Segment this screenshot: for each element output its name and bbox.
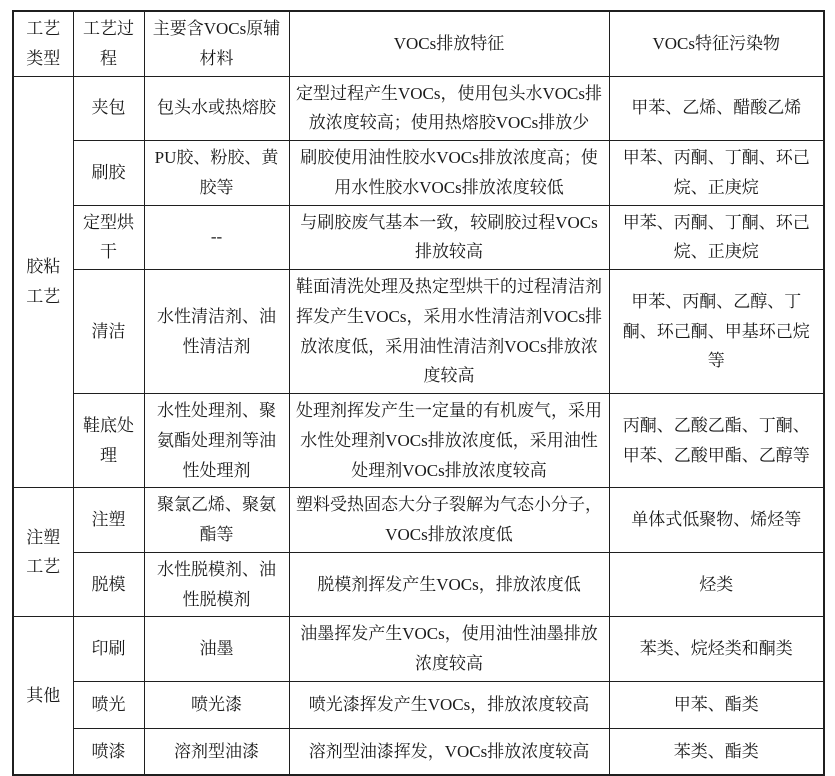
- process-cell: 喷光: [73, 681, 144, 728]
- materials-cell: 水性脱模剂、油性脱模剂: [144, 552, 289, 617]
- pollutants-cell: 甲苯、丙酮、乙醇、丁酮、环己酮、甲基环己烷等: [609, 270, 824, 394]
- group-cell-adhesive: 胶粘工艺: [13, 76, 73, 488]
- group-cell-other: 其他: [13, 617, 73, 776]
- pollutants-cell: 苯类、酯类: [609, 728, 824, 775]
- header-cell-pollutants: VOCs特征污染物: [609, 11, 824, 76]
- materials-cell: --: [144, 205, 289, 270]
- table-row: [13, 270, 824, 394]
- table-header-row: [13, 11, 824, 76]
- table-row: [13, 617, 824, 682]
- header-cell-process-type: 工艺类型: [13, 11, 73, 76]
- table-row: [13, 728, 824, 775]
- emission-cell: 油墨挥发产生VOCs，使用油性油墨排放浓度较高: [289, 617, 609, 682]
- pollutants-cell: 单体式低聚物、烯烃等: [609, 488, 824, 553]
- process-cell: 印刷: [73, 617, 144, 682]
- process-cell: 喷漆: [73, 728, 144, 775]
- table-row: [13, 76, 824, 141]
- emission-cell: 刷胶使用油性胶水VOCs排放浓度高；使用水性胶水VOCs排放浓度较低: [289, 141, 609, 206]
- header-cell-emission: VOCs排放特征: [289, 11, 609, 76]
- emission-cell: 溶剂型油漆挥发，VOCs排放浓度较高: [289, 728, 609, 775]
- process-cell: 鞋底处理: [73, 394, 144, 488]
- materials-cell: 聚氯乙烯、聚氨酯等: [144, 488, 289, 553]
- header-cell-materials: 主要含VOCs原辅材料: [144, 11, 289, 76]
- process-cell: 脱模: [73, 552, 144, 617]
- materials-cell: 水性清洁剂、油性清洁剂: [144, 270, 289, 394]
- pollutants-cell: 甲苯、丙酮、丁酮、环己烷、正庚烷: [609, 141, 824, 206]
- process-cell: 夹包: [73, 76, 144, 141]
- emission-cell: 塑料受热固态大分子裂解为气态小分子，VOCs排放浓度低: [289, 488, 609, 553]
- materials-cell: 包头水或热熔胶: [144, 76, 289, 141]
- group-cell-injection: 注塑工艺: [13, 488, 73, 617]
- table-row: [13, 394, 824, 488]
- table-row: [13, 488, 824, 553]
- emission-cell: 鞋面清洗处理及热定型烘干的过程清洁剂挥发产生VOCs，采用水性清洁剂VOCs排放浓度低，采用油性清洁剂VOCs排放浓度较高: [289, 270, 609, 394]
- table-row: [13, 552, 824, 617]
- pollutants-cell: 丙酮、乙酸乙酯、丁酮、甲苯、乙酸甲酯、乙醇等: [609, 394, 824, 488]
- emission-cell: 与刷胶废气基本一致，较刷胶过程VOCs排放较高: [289, 205, 609, 270]
- pollutants-cell: 烃类: [609, 552, 824, 617]
- process-cell: 清洁: [73, 270, 144, 394]
- emission-cell: 处理剂挥发产生一定量的有机废气，采用水性处理剂VOCs排放浓度低，采用油性处理剂VOCs排放浓度较高: [289, 394, 609, 488]
- emission-cell: 喷光漆挥发产生VOCs，排放浓度较高: [289, 681, 609, 728]
- process-cell: 定型烘干: [73, 205, 144, 270]
- materials-cell: 溶剂型油漆: [144, 728, 289, 775]
- materials-cell: 喷光漆: [144, 681, 289, 728]
- pollutants-cell: 苯类、烷烃类和酮类: [609, 617, 824, 682]
- pollutants-cell: 甲苯、乙烯、醋酸乙烯: [609, 76, 824, 141]
- process-cell: 注塑: [73, 488, 144, 553]
- table-row: [13, 141, 824, 206]
- table-row: [13, 205, 824, 270]
- pollutants-cell: 甲苯、酯类: [609, 681, 824, 728]
- process-cell: 刷胶: [73, 141, 144, 206]
- header-cell-process-step: 工艺过程: [73, 11, 144, 76]
- materials-cell: PU胶、粉胶、黄胶等: [144, 141, 289, 206]
- pollutants-cell: 甲苯、丙酮、丁酮、环己烷、正庚烷: [609, 205, 824, 270]
- emission-cell: 脱模剂挥发产生VOCs，排放浓度低: [289, 552, 609, 617]
- materials-cell: 油墨: [144, 617, 289, 682]
- emission-cell: 定型过程产生VOCs，使用包头水VOCs排放浓度较高；使用热熔胶VOCs排放少: [289, 76, 609, 141]
- vocs-table: [12, 10, 825, 776]
- materials-cell: 水性处理剂、聚氨酯处理剂等油性处理剂: [144, 394, 289, 488]
- table-row: [13, 681, 824, 728]
